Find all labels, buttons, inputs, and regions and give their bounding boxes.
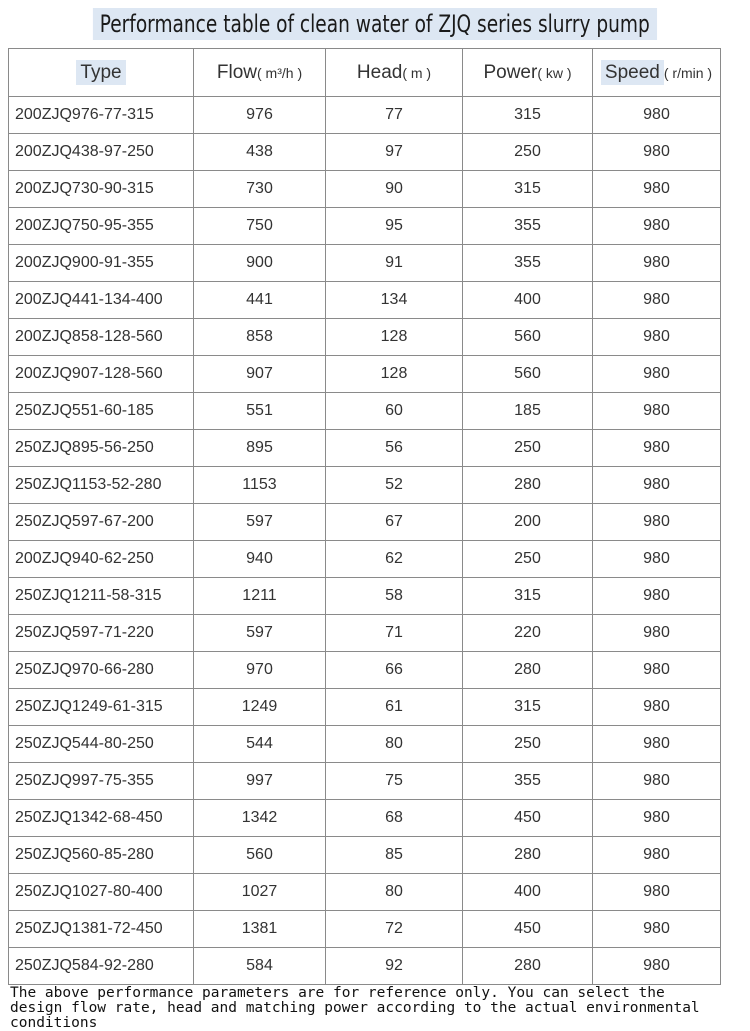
cell-type: 250ZJQ1342-68-450 xyxy=(9,800,194,837)
header-type: Type xyxy=(9,49,194,97)
cell-flow: 1211 xyxy=(194,578,326,615)
cell-head: 60 xyxy=(326,393,463,430)
table-row xyxy=(9,837,721,874)
cell-head: 97 xyxy=(326,134,463,171)
table-row xyxy=(9,245,721,282)
cell-speed: 980 xyxy=(593,356,721,393)
cell-speed: 980 xyxy=(593,800,721,837)
cell-type: 200ZJQ750-95-355 xyxy=(9,208,194,245)
cell-type: 250ZJQ1027-80-400 xyxy=(9,874,194,911)
cell-speed: 980 xyxy=(593,837,721,874)
cell-type: 250ZJQ1381-72-450 xyxy=(9,911,194,948)
cell-speed: 980 xyxy=(593,726,721,763)
cell-power: 315 xyxy=(463,97,593,134)
cell-speed: 980 xyxy=(593,393,721,430)
cell-power: 250 xyxy=(463,726,593,763)
title-bar xyxy=(0,0,750,48)
header-power: Power( kw ) xyxy=(463,49,593,97)
table-row xyxy=(9,393,721,430)
cell-power: 185 xyxy=(463,393,593,430)
cell-flow: 584 xyxy=(194,948,326,985)
cell-flow: 895 xyxy=(194,430,326,467)
cell-speed: 980 xyxy=(593,467,721,504)
cell-flow: 750 xyxy=(194,208,326,245)
cell-head: 72 xyxy=(326,911,463,948)
cell-flow: 1342 xyxy=(194,800,326,837)
cell-head: 95 xyxy=(326,208,463,245)
cell-type: 250ZJQ1249-61-315 xyxy=(9,689,194,726)
cell-speed: 980 xyxy=(593,652,721,689)
table-body xyxy=(9,97,721,985)
table-row xyxy=(9,467,721,504)
table-row xyxy=(9,763,721,800)
cell-type: 250ZJQ544-80-250 xyxy=(9,726,194,763)
cell-head: 128 xyxy=(326,319,463,356)
table-row xyxy=(9,578,721,615)
cell-flow: 858 xyxy=(194,319,326,356)
cell-flow: 1249 xyxy=(194,689,326,726)
cell-power: 355 xyxy=(463,763,593,800)
table-row xyxy=(9,134,721,171)
cell-speed: 980 xyxy=(593,948,721,985)
cell-speed: 980 xyxy=(593,245,721,282)
cell-speed: 980 xyxy=(593,874,721,911)
cell-flow: 544 xyxy=(194,726,326,763)
table-row xyxy=(9,726,721,763)
header-row xyxy=(9,49,721,97)
cell-flow: 900 xyxy=(194,245,326,282)
table-row xyxy=(9,97,721,134)
cell-flow: 597 xyxy=(194,615,326,652)
cell-type: 200ZJQ438-97-250 xyxy=(9,134,194,171)
cell-speed: 980 xyxy=(593,504,721,541)
cell-power: 280 xyxy=(463,837,593,874)
cell-type: 250ZJQ997-75-355 xyxy=(9,763,194,800)
cell-power: 250 xyxy=(463,134,593,171)
cell-type: 200ZJQ907-128-560 xyxy=(9,356,194,393)
cell-type: 250ZJQ970-66-280 xyxy=(9,652,194,689)
cell-type: 200ZJQ940-62-250 xyxy=(9,541,194,578)
table-row xyxy=(9,319,721,356)
cell-flow: 976 xyxy=(194,97,326,134)
cell-power: 280 xyxy=(463,467,593,504)
cell-power: 220 xyxy=(463,615,593,652)
cell-type: 250ZJQ1211-58-315 xyxy=(9,578,194,615)
cell-power: 400 xyxy=(463,874,593,911)
cell-head: 128 xyxy=(326,356,463,393)
table-row xyxy=(9,282,721,319)
page-title: Performance table of clean water of ZJQ series slurry pump xyxy=(93,8,657,40)
cell-type: 250ZJQ551-60-185 xyxy=(9,393,194,430)
table-row xyxy=(9,800,721,837)
cell-power: 560 xyxy=(463,356,593,393)
table-row xyxy=(9,689,721,726)
cell-head: 66 xyxy=(326,652,463,689)
cell-speed: 980 xyxy=(593,689,721,726)
cell-head: 80 xyxy=(326,874,463,911)
cell-power: 315 xyxy=(463,578,593,615)
cell-type: 250ZJQ1153-52-280 xyxy=(9,467,194,504)
cell-head: 61 xyxy=(326,689,463,726)
cell-flow: 997 xyxy=(194,763,326,800)
table-row xyxy=(9,356,721,393)
cell-power: 450 xyxy=(463,800,593,837)
cell-head: 90 xyxy=(326,171,463,208)
cell-head: 77 xyxy=(326,97,463,134)
cell-speed: 980 xyxy=(593,430,721,467)
cell-head: 52 xyxy=(326,467,463,504)
table-row xyxy=(9,948,721,985)
cell-speed: 980 xyxy=(593,541,721,578)
cell-flow: 940 xyxy=(194,541,326,578)
cell-head: 75 xyxy=(326,763,463,800)
cell-type: 250ZJQ560-85-280 xyxy=(9,837,194,874)
cell-flow: 1381 xyxy=(194,911,326,948)
cell-speed: 980 xyxy=(593,911,721,948)
cell-flow: 730 xyxy=(194,171,326,208)
cell-power: 315 xyxy=(463,689,593,726)
cell-head: 92 xyxy=(326,948,463,985)
cell-head: 62 xyxy=(326,541,463,578)
cell-type: 200ZJQ730-90-315 xyxy=(9,171,194,208)
cell-head: 71 xyxy=(326,615,463,652)
cell-power: 560 xyxy=(463,319,593,356)
cell-speed: 980 xyxy=(593,208,721,245)
cell-type: 250ZJQ597-71-220 xyxy=(9,615,194,652)
cell-head: 56 xyxy=(326,430,463,467)
cell-type: 200ZJQ976-77-315 xyxy=(9,97,194,134)
cell-power: 250 xyxy=(463,541,593,578)
header-flow: Flow( m³/h ) xyxy=(194,49,326,97)
cell-head: 85 xyxy=(326,837,463,874)
cell-type: 200ZJQ900-91-355 xyxy=(9,245,194,282)
cell-flow: 441 xyxy=(194,282,326,319)
cell-power: 315 xyxy=(463,171,593,208)
header-head: Head( m ) xyxy=(326,49,463,97)
cell-type: 250ZJQ597-67-200 xyxy=(9,504,194,541)
header-speed: Speed ( r/min ) xyxy=(593,49,721,97)
table-row xyxy=(9,652,721,689)
cell-speed: 980 xyxy=(593,319,721,356)
cell-head: 58 xyxy=(326,578,463,615)
cell-flow: 1027 xyxy=(194,874,326,911)
cell-speed: 980 xyxy=(593,578,721,615)
cell-speed: 980 xyxy=(593,282,721,319)
cell-head: 67 xyxy=(326,504,463,541)
cell-head: 91 xyxy=(326,245,463,282)
cell-type: 200ZJQ441-134-400 xyxy=(9,282,194,319)
cell-type: 200ZJQ858-128-560 xyxy=(9,319,194,356)
cell-power: 280 xyxy=(463,652,593,689)
cell-type: 250ZJQ584-92-280 xyxy=(9,948,194,985)
cell-speed: 980 xyxy=(593,134,721,171)
cell-flow: 597 xyxy=(194,504,326,541)
cell-power: 450 xyxy=(463,911,593,948)
cell-speed: 980 xyxy=(593,763,721,800)
cell-speed: 980 xyxy=(593,171,721,208)
table-row xyxy=(9,171,721,208)
performance-table xyxy=(8,48,721,985)
table-row xyxy=(9,911,721,948)
table-row xyxy=(9,504,721,541)
table-row xyxy=(9,874,721,911)
cell-head: 134 xyxy=(326,282,463,319)
table-row xyxy=(9,615,721,652)
cell-flow: 438 xyxy=(194,134,326,171)
table-row xyxy=(9,430,721,467)
footnote: The above performance parameters are for reference only. You can select the design flow rate, head and matching power according to the actual environmental conditions xyxy=(10,985,700,1031)
cell-power: 250 xyxy=(463,430,593,467)
table-row xyxy=(9,541,721,578)
cell-speed: 980 xyxy=(593,615,721,652)
cell-flow: 560 xyxy=(194,837,326,874)
cell-power: 280 xyxy=(463,948,593,985)
cell-flow: 1153 xyxy=(194,467,326,504)
cell-power: 200 xyxy=(463,504,593,541)
cell-power: 400 xyxy=(463,282,593,319)
cell-head: 80 xyxy=(326,726,463,763)
cell-power: 355 xyxy=(463,208,593,245)
cell-power: 355 xyxy=(463,245,593,282)
table-row xyxy=(9,208,721,245)
cell-type: 250ZJQ895-56-250 xyxy=(9,430,194,467)
cell-flow: 907 xyxy=(194,356,326,393)
cell-head: 68 xyxy=(326,800,463,837)
cell-speed: 980 xyxy=(593,97,721,134)
cell-flow: 551 xyxy=(194,393,326,430)
cell-flow: 970 xyxy=(194,652,326,689)
